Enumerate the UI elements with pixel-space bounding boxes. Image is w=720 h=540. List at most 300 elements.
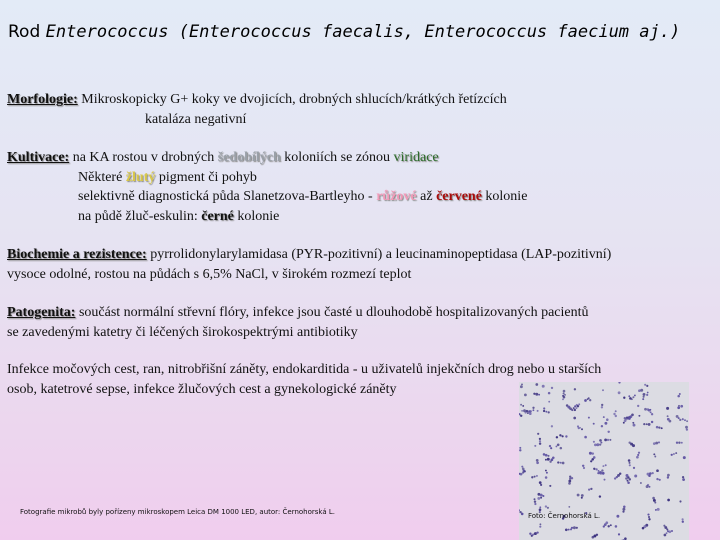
kultivace-l2-b: pigment či pohyb <box>155 169 257 185</box>
coccus <box>593 441 595 443</box>
coccus <box>603 525 605 527</box>
coccus <box>521 466 523 468</box>
coccus <box>536 459 539 462</box>
coccus <box>625 477 628 480</box>
coccus <box>545 476 548 479</box>
coccus <box>524 470 526 472</box>
coccus <box>601 469 603 471</box>
coccus <box>534 476 536 478</box>
coccus <box>528 410 530 412</box>
coccus <box>549 461 551 463</box>
coccus <box>628 395 630 397</box>
coccus <box>622 511 624 513</box>
coccus <box>548 411 550 413</box>
coccus <box>643 393 646 396</box>
coccus <box>627 480 629 482</box>
coccus <box>522 468 525 471</box>
coccus <box>521 410 523 412</box>
coccus <box>573 407 575 409</box>
coccus <box>521 383 523 385</box>
coccus <box>649 486 651 488</box>
coccus <box>671 454 673 456</box>
coccus <box>680 405 683 408</box>
coccus <box>563 396 566 399</box>
coccus <box>593 468 595 470</box>
coccus <box>548 392 551 395</box>
coccus <box>647 514 649 516</box>
coccus <box>666 407 669 410</box>
coccus <box>534 532 537 535</box>
patogenita-section <box>7 303 589 342</box>
coccus <box>629 464 631 466</box>
coccus <box>656 469 659 472</box>
coccus <box>632 396 634 398</box>
coccus <box>562 462 565 465</box>
coccus <box>536 531 538 533</box>
coccus <box>565 528 568 531</box>
coccus <box>634 394 636 396</box>
infekce-section <box>7 360 601 399</box>
coccus <box>564 394 566 396</box>
coccus <box>575 407 577 409</box>
coccus <box>685 426 688 429</box>
coccus <box>658 441 660 443</box>
kultivace-l3-b: až <box>416 189 437 204</box>
coccus <box>568 506 570 508</box>
coccus <box>581 428 583 430</box>
coccus <box>540 494 543 497</box>
biochemie-line1: pyrrolidonylarylamidasa (PYR-pozitivní) a leucinaminopeptidasa (LAP-pozitivní) <box>146 247 612 262</box>
coccus <box>602 465 604 467</box>
coccus <box>538 394 540 396</box>
coccus <box>638 389 641 392</box>
coccus <box>667 474 670 477</box>
coccus <box>654 502 656 504</box>
coccus <box>539 440 541 442</box>
photo-credit: Foto: Černohorská L. <box>528 512 601 520</box>
kultivace-viridace: viridace <box>393 150 439 165</box>
coccus <box>543 407 545 409</box>
coccus <box>597 472 599 474</box>
coccus <box>549 445 551 447</box>
coccus <box>655 509 657 511</box>
coccus <box>651 421 653 423</box>
coccus <box>520 415 522 417</box>
coccus <box>601 425 603 427</box>
coccus <box>601 404 603 406</box>
coccus <box>563 392 565 394</box>
coccus <box>531 476 533 478</box>
kultivace-pink: růžové <box>376 189 417 204</box>
coccus <box>584 436 587 439</box>
coccus <box>593 456 596 459</box>
kultivace-grey-white: šedobílých <box>217 150 281 165</box>
coccus <box>562 435 564 437</box>
coccus <box>644 384 646 386</box>
coccus <box>653 453 655 455</box>
coccus <box>683 456 686 459</box>
coccus <box>607 431 609 433</box>
coccus <box>519 509 520 511</box>
coccus <box>592 452 594 454</box>
coccus <box>599 472 602 475</box>
coccus <box>622 508 625 511</box>
coccus <box>599 443 601 445</box>
coccus <box>559 434 561 436</box>
coccus <box>671 530 673 532</box>
coccus <box>682 476 684 478</box>
kultivace-black: černé <box>201 208 234 224</box>
coccus <box>576 527 578 529</box>
coccus <box>598 470 600 472</box>
coccus <box>642 527 645 530</box>
coccus <box>601 406 603 408</box>
coccus <box>600 442 602 444</box>
coccus <box>607 439 609 441</box>
coccus <box>643 423 645 425</box>
morfologie-line2: kataláza negativní <box>145 111 247 127</box>
coccus <box>666 528 668 530</box>
kultivace-header: Kultivace: <box>7 150 70 165</box>
coccus <box>588 417 590 419</box>
coccus <box>618 533 620 535</box>
coccus <box>682 478 685 481</box>
morfologie-header: Morfologie: <box>7 92 78 107</box>
coccus <box>533 393 535 395</box>
coccus <box>537 410 539 412</box>
coccus <box>539 506 541 508</box>
coccus <box>537 433 539 435</box>
coccus <box>657 508 660 511</box>
coccus <box>560 447 563 450</box>
coccus <box>616 515 619 518</box>
coccus <box>655 442 658 445</box>
coccus <box>643 396 645 398</box>
coccus <box>637 405 639 407</box>
coccus <box>678 442 680 444</box>
coccus <box>562 398 564 400</box>
coccus <box>532 409 534 411</box>
coccus <box>534 500 536 502</box>
coccus <box>632 422 634 424</box>
coccus <box>602 389 604 391</box>
coccus <box>549 485 551 487</box>
coccus <box>624 419 627 422</box>
patogenita-line1: součást normální střevní flóry, infekce jsou časté u dlouhodobě hospitalizovaných pacientů <box>75 305 589 320</box>
coccus <box>525 411 527 413</box>
coccus <box>681 442 683 444</box>
coccus <box>539 523 541 525</box>
coccus <box>646 485 649 488</box>
coccus <box>589 452 592 455</box>
coccus <box>668 530 671 533</box>
coccus <box>568 480 571 483</box>
coccus <box>618 382 620 384</box>
coccus <box>648 423 651 426</box>
coccus <box>640 389 643 392</box>
coccus <box>548 401 550 403</box>
coccus <box>534 498 536 500</box>
coccus <box>604 422 607 425</box>
coccus <box>539 508 542 511</box>
coccus <box>546 472 548 474</box>
coccus <box>540 497 542 499</box>
coccus <box>686 428 688 430</box>
coccus <box>661 427 663 429</box>
coccus <box>545 470 547 472</box>
coccus <box>574 409 576 411</box>
coccus <box>684 419 686 421</box>
coccus <box>582 465 584 467</box>
coccus <box>539 481 542 484</box>
coccus <box>664 534 667 537</box>
coccus <box>629 397 632 400</box>
coccus <box>569 475 571 477</box>
coccus <box>547 455 549 457</box>
coccus <box>619 472 621 474</box>
coccus <box>537 497 540 500</box>
coccus <box>542 495 544 497</box>
coccus <box>539 442 541 444</box>
coccus <box>623 397 625 399</box>
coccus <box>520 404 522 406</box>
coccus <box>590 488 592 490</box>
coccus <box>573 526 576 529</box>
kultivace-l3-a: selektivně diagnostická půda Slanetzova-Bartleyho - <box>78 189 377 204</box>
coccus <box>646 423 648 425</box>
kultivace-l2-a: Některé <box>78 169 126 185</box>
coccus <box>532 407 534 409</box>
coccus <box>581 497 583 499</box>
coccus <box>608 525 610 527</box>
coccus <box>578 403 580 405</box>
coccus <box>638 452 640 454</box>
coccus <box>626 474 629 477</box>
coccus <box>652 497 655 500</box>
coccus <box>686 420 688 422</box>
coccus <box>563 390 566 393</box>
coccus <box>646 394 648 396</box>
coccus <box>679 419 681 421</box>
coccus <box>569 407 572 410</box>
kultivace-red: červené <box>436 189 482 204</box>
coccus <box>599 495 601 497</box>
coccus <box>682 521 684 523</box>
coccus <box>677 406 680 409</box>
coccus <box>560 462 562 464</box>
coccus <box>679 393 681 395</box>
coccus <box>542 385 545 388</box>
coccus <box>656 478 658 480</box>
coccus <box>557 443 560 446</box>
title-prefix: Rod <box>8 22 46 42</box>
infekce-line1: Infekce močových cest, ran, nitrobřišní záněty, endokarditida - u uživatelů injekčních drog nebo u starších <box>7 362 602 377</box>
patogenita-header: Patogenita: <box>7 305 76 320</box>
coccus <box>632 444 635 447</box>
coccus <box>540 484 542 486</box>
coccus <box>527 412 529 414</box>
coccus <box>551 425 553 427</box>
coccus <box>571 477 573 479</box>
coccus <box>628 459 631 462</box>
coccus <box>647 392 649 394</box>
coccus <box>615 410 617 412</box>
coccus <box>535 393 538 396</box>
coccus <box>623 506 626 509</box>
coccus <box>644 408 647 411</box>
coccus <box>521 513 524 516</box>
coccus <box>623 422 625 424</box>
coccus <box>547 458 550 461</box>
coccus <box>524 394 527 397</box>
kultivace-l3-c: kolonie <box>481 189 528 204</box>
coccus <box>535 383 538 386</box>
coccus <box>650 411 652 413</box>
coccus <box>547 507 549 509</box>
coccus <box>536 461 539 464</box>
coccus <box>648 474 651 477</box>
coccus <box>593 423 595 425</box>
coccus <box>596 443 599 446</box>
coccus <box>637 454 639 456</box>
coccus <box>603 416 605 418</box>
coccus <box>519 447 521 449</box>
coccus <box>519 511 521 513</box>
coccus <box>646 385 648 387</box>
slide-title <box>8 22 680 42</box>
coccus <box>628 416 631 419</box>
coccus <box>677 395 680 398</box>
coccus <box>545 505 547 507</box>
coccus <box>633 424 636 427</box>
coccus <box>573 417 576 420</box>
coccus <box>605 464 607 466</box>
coccus <box>648 516 650 518</box>
coccus <box>555 445 557 447</box>
coccus <box>609 439 611 441</box>
coccus <box>604 439 607 442</box>
coccus <box>589 399 591 401</box>
coccus <box>595 468 597 470</box>
coccus <box>676 442 678 444</box>
coccus <box>676 415 679 418</box>
coccus <box>539 438 541 440</box>
coccus <box>581 494 584 497</box>
kultivace-text-b: koloniích se zónou <box>280 150 394 165</box>
coccus <box>570 528 572 530</box>
coccus <box>577 425 579 427</box>
coccus <box>673 453 675 455</box>
coccus <box>578 427 580 429</box>
coccus <box>556 436 558 438</box>
coccus <box>606 418 609 421</box>
coccus <box>633 467 635 469</box>
kultivace-l4-b: kolonie <box>233 208 280 224</box>
coccus <box>583 467 585 469</box>
morfologie-section <box>7 90 507 129</box>
coccus <box>599 439 602 442</box>
coccus <box>588 397 590 399</box>
coccus <box>667 415 669 417</box>
coccus <box>520 385 523 388</box>
coccus <box>539 526 541 528</box>
coccus <box>543 410 545 412</box>
coccus <box>675 452 677 454</box>
coccus <box>648 518 650 520</box>
coccus <box>610 524 612 526</box>
kultivace-text-a: na KA rostou v drobných <box>69 150 218 165</box>
kultivace-section <box>7 148 527 226</box>
coccus <box>651 413 653 415</box>
biochemie-section <box>7 245 611 284</box>
coccus <box>590 460 592 462</box>
coccus <box>652 472 654 474</box>
coccus <box>627 482 630 485</box>
coccus <box>618 391 621 394</box>
coccus <box>604 479 606 481</box>
coccus <box>545 454 548 457</box>
coccus <box>536 475 538 477</box>
coccus <box>634 475 637 478</box>
coccus <box>615 525 618 528</box>
coccus <box>679 500 681 502</box>
coccus <box>529 533 531 535</box>
coccus <box>628 462 630 464</box>
photo-caption: Fotografie mikrobů byly pořízeny mikroskopem Leica DM 1000 LED, autor: Černohorská L. <box>20 508 335 516</box>
coccus <box>577 494 580 497</box>
coccus <box>667 499 670 502</box>
coccus <box>545 411 547 413</box>
coccus <box>653 442 656 445</box>
patogenita-line2: se zavedenými katetry či léčených širokospektrými antibiotiky <box>7 324 358 340</box>
coccus <box>592 536 595 539</box>
coccus <box>522 405 524 407</box>
coccus <box>551 387 553 389</box>
coccus <box>529 412 532 415</box>
coccus <box>659 479 661 481</box>
coccus <box>642 398 644 400</box>
coccus <box>568 482 571 485</box>
coccus <box>557 461 559 463</box>
coccus <box>640 482 642 484</box>
coccus <box>584 399 587 402</box>
coccus <box>638 415 640 417</box>
coccus <box>522 472 524 474</box>
coccus <box>565 435 567 437</box>
coccus <box>550 447 552 449</box>
coccus <box>648 409 651 412</box>
coccus <box>519 449 521 451</box>
coccus <box>667 418 670 421</box>
morfologie-line1: Mikroskopicky G+ koky ve dvojicích, drobných shlucích/krátkých řetízcích <box>77 92 507 107</box>
coccus <box>654 456 656 458</box>
coccus <box>615 415 617 417</box>
coccus <box>545 459 547 461</box>
coccus <box>588 489 590 491</box>
coccus <box>534 503 536 505</box>
coccus <box>577 405 579 407</box>
biochemie-line2: vysoce odolné, rostou na půdách s 6,5% NaCl, v širokém rozmezí teplot <box>7 266 412 282</box>
coccus <box>656 426 659 429</box>
coccus <box>613 413 615 415</box>
title-genus: Enterococcus (Enterococcus faecalis, Enterococcus faecium aj.) <box>45 22 681 42</box>
kultivace-yellow: žlutý <box>125 169 156 185</box>
coccus <box>682 418 684 420</box>
coccus <box>658 426 660 428</box>
coccus <box>682 518 684 520</box>
coccus <box>667 476 669 478</box>
coccus <box>568 529 570 531</box>
